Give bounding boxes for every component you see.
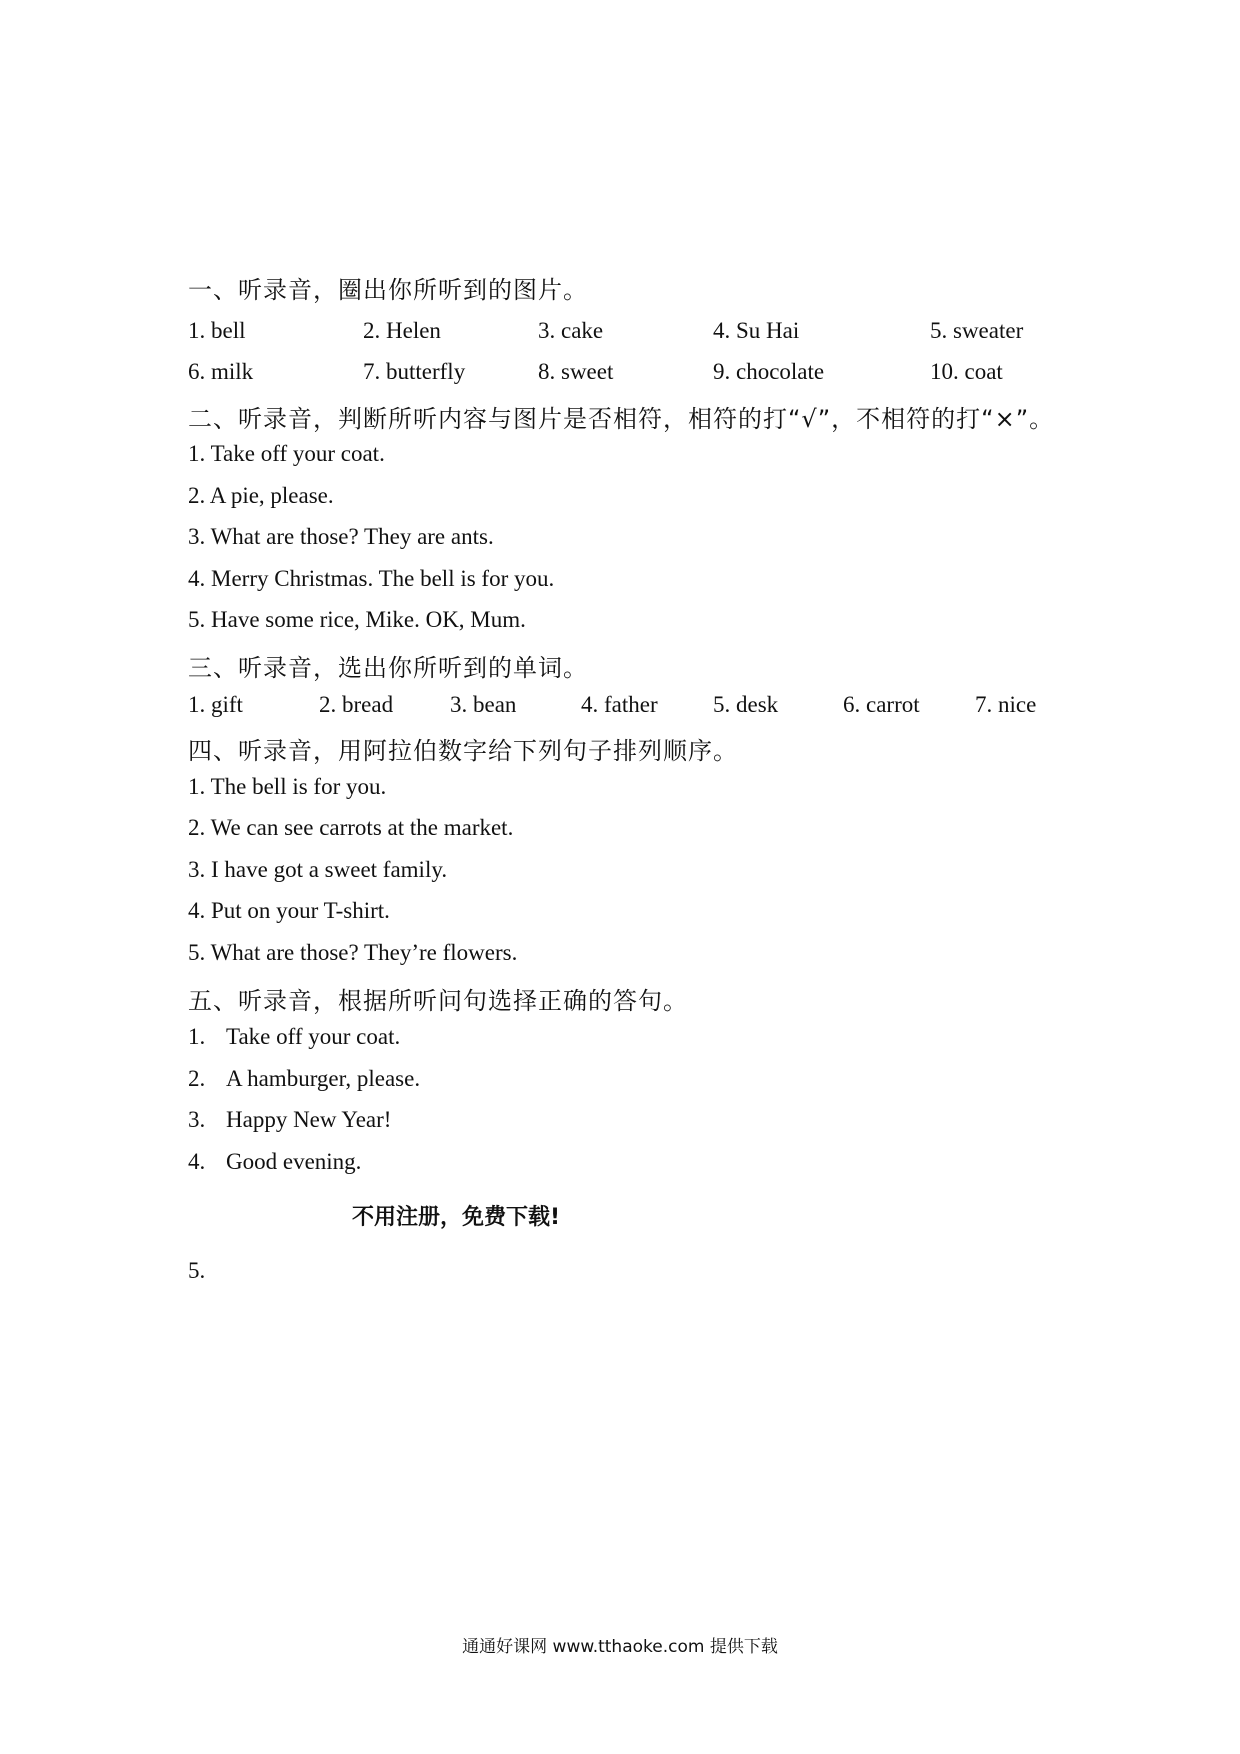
question-item [188, 1149, 361, 1175]
word-item: 1. bell [188, 318, 246, 343]
sentence-item: 4. Put on your T-shirt. [188, 898, 390, 923]
section5-heading: 五、听录音，根据所听问句选择正确的答句。 [188, 987, 688, 1015]
question-number: 3. [188, 1107, 206, 1132]
question-text: A hamburger, please. [226, 1066, 421, 1091]
section1-heading: 一、听录音，圈出你所听到的图片。 [188, 276, 588, 304]
word-item: 2. bread [319, 692, 394, 717]
question-item [188, 1066, 420, 1092]
word-item: 6. milk [188, 359, 254, 384]
section3-heading: 三、听录音，选出你所听到的单词。 [188, 654, 588, 682]
sentence-item: 2. We can see carrots at the market. [188, 815, 514, 840]
question-number: 1. [188, 1024, 206, 1049]
sentence-item: 4. Merry Christmas. The bell is for you. [188, 566, 555, 591]
word-item: 6. carrot [843, 692, 920, 717]
sentence-item: 5. What are those? They’re flowers. [188, 940, 518, 965]
word-item: 3. bean [450, 692, 517, 717]
question-item [188, 1107, 391, 1133]
word-item: 4. Su Hai [713, 318, 800, 343]
section4-heading: 四、听录音，用阿拉伯数字给下列句子排列顺序。 [188, 737, 738, 765]
word-item: 9. chocolate [713, 359, 825, 384]
sentence-item: 3. I have got a sweet family. [188, 857, 448, 882]
word-item: 10. coat [930, 359, 1003, 384]
download-notice: 不用注册，免费下载! [352, 1205, 561, 1230]
question-item [188, 1024, 400, 1050]
word-item: 7. nice [975, 692, 1037, 717]
word-item: 5. desk [713, 692, 779, 717]
page-footer: 通通好课网 www.tthaoke.com 提供下载 [462, 1637, 778, 1657]
sentence-item: 5. Have some rice, Mike. OK, Mum. [188, 607, 526, 632]
word-item: 4. father [581, 692, 658, 717]
question-text: Take off your coat. [226, 1024, 401, 1049]
word-item: 1. gift [188, 692, 243, 717]
question-number: 2. [188, 1066, 206, 1091]
section2-heading: 二、听录音，判断所听内容与图片是否相符，相符的打“√”，不相符的打“×”。 [188, 405, 1055, 433]
word-item: 8. sweet [538, 359, 614, 384]
word-item: 2. Helen [363, 318, 441, 343]
word-item: 5. sweater [930, 318, 1024, 343]
sentence-item: 2. A pie, please. [188, 483, 334, 508]
sentence-item: 3. What are those? They are ants. [188, 524, 494, 549]
question-text: Good evening. [226, 1149, 362, 1174]
word-item: 7. butterfly [363, 359, 466, 384]
word-item: 3. cake [538, 318, 604, 343]
question-number-5: 5. [188, 1258, 206, 1283]
sentence-item: 1. Take off your coat. [188, 441, 385, 466]
sentence-item: 1. The bell is for you. [188, 774, 387, 799]
question-text: Happy New Year! [226, 1107, 392, 1132]
question-number: 4. [188, 1149, 206, 1174]
